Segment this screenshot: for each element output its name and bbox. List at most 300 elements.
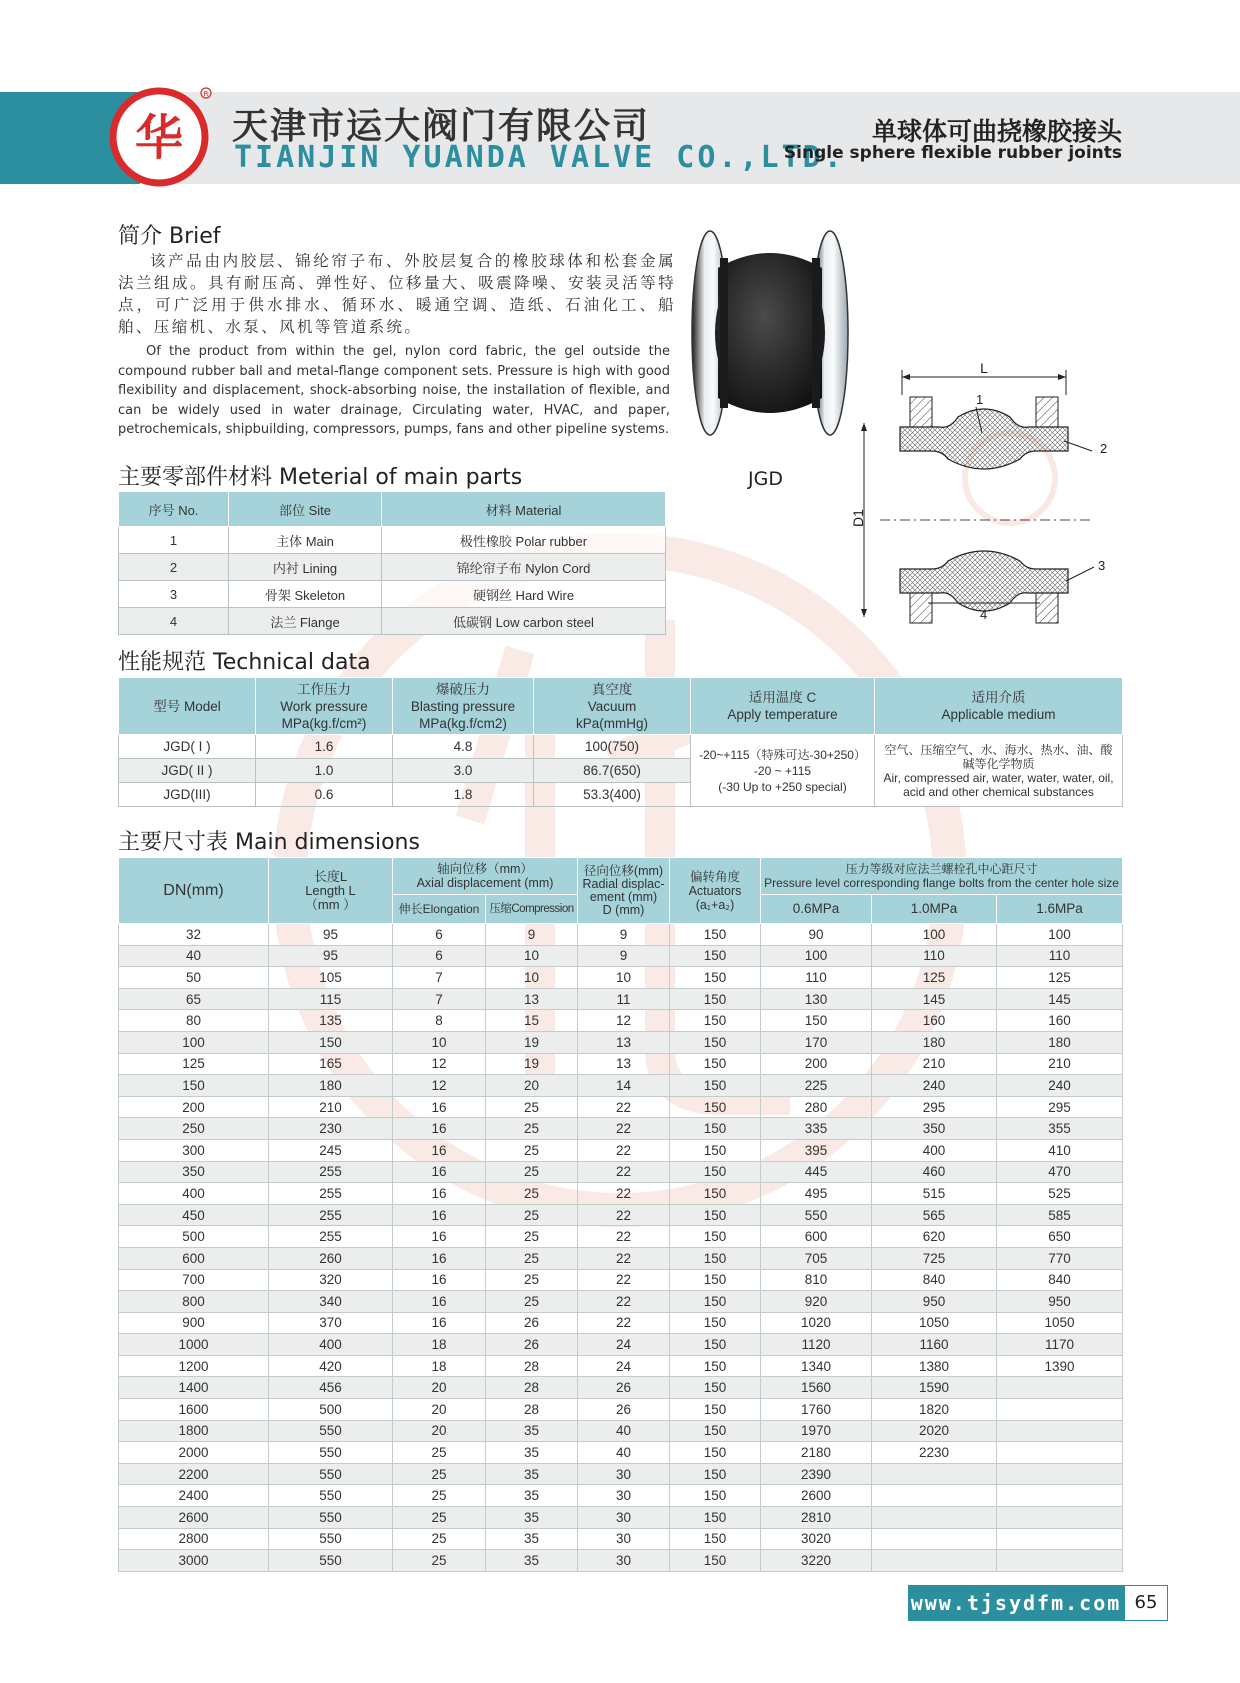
- dims-cell: 150: [670, 1031, 761, 1053]
- table-row: [119, 1507, 1123, 1529]
- dims-cell: 160: [872, 1010, 997, 1032]
- dims-cell: 50: [119, 967, 269, 989]
- parts-cell: 主体 Main: [229, 527, 382, 554]
- parts-cell: 1: [119, 527, 229, 554]
- dims-cell: 1760: [761, 1399, 872, 1421]
- dims-cell: 2000: [119, 1442, 269, 1464]
- dims-cell: 105: [269, 967, 393, 989]
- dims-cell: 150: [670, 1312, 761, 1334]
- dims-cell: 16: [393, 1139, 486, 1161]
- dims-cell: 240: [997, 1075, 1123, 1097]
- tech-cell: 4.8: [393, 735, 534, 759]
- dims-header-elongation: 伸长Elongation: [393, 895, 486, 924]
- dims-cell: 125: [872, 967, 997, 989]
- dims-cell: 550: [269, 1485, 393, 1507]
- dims-cell: 30: [578, 1528, 670, 1550]
- dims-header-axial: 轴向位移（mm） Axial displacement (mm): [393, 858, 578, 895]
- dims-cell: 150: [670, 1075, 761, 1097]
- dims-cell: 110: [872, 945, 997, 967]
- dims-cell: 16: [393, 1161, 486, 1183]
- svg-text:L: L: [980, 360, 988, 376]
- parts-cell: 法兰 Flange: [229, 608, 382, 635]
- dims-cell: 6: [393, 945, 486, 967]
- parts-cell: 锦纶帘子布 Nylon Cord: [382, 554, 666, 581]
- dims-header-pressure-level: 压力等级对应法兰螺栓孔中心距尺寸 Pressure level corresponding flange bolts from the center hole size: [761, 858, 1123, 895]
- dims-cell: 16: [393, 1118, 486, 1140]
- dims-cell: 600: [761, 1226, 872, 1248]
- dims-cell: 35: [486, 1507, 578, 1529]
- dims-cell: 2200: [119, 1463, 269, 1485]
- dims-cell: [997, 1420, 1123, 1442]
- parts-header-material: 材料 Material: [382, 492, 666, 527]
- dims-cell: 25: [486, 1291, 578, 1313]
- dims-cell: 22: [578, 1247, 670, 1269]
- dims-cell: [872, 1463, 997, 1485]
- table-row: [119, 945, 1123, 967]
- dims-cell: 370: [269, 1312, 393, 1334]
- dims-cell: 26: [578, 1399, 670, 1421]
- dims-cell: 150: [670, 967, 761, 989]
- dims-cell: [997, 1507, 1123, 1529]
- dims-cell: 10: [393, 1031, 486, 1053]
- dims-cell: 125: [997, 967, 1123, 989]
- dims-cell: 150: [670, 1247, 761, 1269]
- parts-title: 主要零部件材料 Meterial of main parts: [118, 465, 523, 490]
- dims-cell: 255: [269, 1204, 393, 1226]
- dims-cell: 920: [761, 1291, 872, 1313]
- dims-cell: 80: [119, 1010, 269, 1032]
- company-name-cn: 天津市运大阀门有限公司: [232, 106, 651, 147]
- table-row: [119, 608, 666, 635]
- dims-cell: 12: [578, 1010, 670, 1032]
- table-row: [119, 1075, 1123, 1097]
- dims-cell: 25: [486, 1183, 578, 1205]
- tech-table: [118, 677, 1123, 807]
- tech-cell: 86.7(650): [534, 759, 691, 783]
- dims-cell: 110: [761, 967, 872, 989]
- dims-cell: 26: [486, 1334, 578, 1356]
- dims-cell: 900: [119, 1312, 269, 1334]
- dims-cell: 1000: [119, 1334, 269, 1356]
- tech-temperature-cell: -20~+115（特殊可达-30+250） -20 ~ +115 (-30 Up to +250 special): [691, 735, 875, 807]
- dims-cell: 2180: [761, 1442, 872, 1464]
- dims-header-p06: 0.6MPa: [761, 895, 872, 924]
- dims-header-compression: 压缩Compression: [486, 895, 578, 924]
- dims-cell: 800: [119, 1291, 269, 1313]
- dims-cell: 16: [393, 1226, 486, 1248]
- brief-title: 简介 Brief: [118, 224, 221, 249]
- tech-cell: 3.0: [393, 759, 534, 783]
- dims-cell: 550: [269, 1442, 393, 1464]
- dims-cell: 150: [670, 945, 761, 967]
- dims-cell: 650: [997, 1226, 1123, 1248]
- dims-cell: 470: [997, 1161, 1123, 1183]
- dims-cell: 95: [269, 945, 393, 967]
- dims-cell: 19: [486, 1053, 578, 1075]
- dims-cell: 150: [269, 1031, 393, 1053]
- dims-cell: 40: [578, 1420, 670, 1442]
- dims-cell: 25: [486, 1269, 578, 1291]
- dims-cell: 110: [997, 945, 1123, 967]
- dims-cell: [997, 1528, 1123, 1550]
- svg-text:4: 4: [980, 607, 988, 622]
- dims-cell: 150: [670, 1226, 761, 1248]
- website-link[interactable]: www.tjsydfm.com: [908, 1585, 1124, 1621]
- tech-cell: JGD( I ): [119, 735, 256, 759]
- dims-cell: 130: [761, 988, 872, 1010]
- dims-cell: 280: [761, 1096, 872, 1118]
- dims-cell: 100: [872, 924, 997, 946]
- dims-cell: 260: [269, 1247, 393, 1269]
- dims-cell: 810: [761, 1269, 872, 1291]
- parts-cell: 4: [119, 608, 229, 635]
- company-name-en: TIANJIN YUANDA VALVE CO.,LTD.: [234, 140, 845, 175]
- dims-cell: 1050: [872, 1312, 997, 1334]
- dims-cell: 150: [761, 1010, 872, 1032]
- dims-cell: 22: [578, 1183, 670, 1205]
- dims-cell: 30: [578, 1507, 670, 1529]
- dims-cell: 255: [269, 1226, 393, 1248]
- dims-header-p10: 1.0MPa: [872, 895, 997, 924]
- dims-cell: 25: [486, 1226, 578, 1248]
- dims-cell: 7: [393, 967, 486, 989]
- dims-cell: 16: [393, 1183, 486, 1205]
- dims-cell: [997, 1463, 1123, 1485]
- dims-cell: 11: [578, 988, 670, 1010]
- dims-cell: 2020: [872, 1420, 997, 1442]
- dims-cell: 150: [670, 1528, 761, 1550]
- dims-cell: 135: [269, 1010, 393, 1032]
- dims-cell: 19: [486, 1031, 578, 1053]
- dims-cell: 25: [393, 1507, 486, 1529]
- dims-cell: 16: [393, 1096, 486, 1118]
- dims-cell: 495: [761, 1183, 872, 1205]
- table-row: [119, 924, 1123, 946]
- dims-cell: 35: [486, 1485, 578, 1507]
- dims-cell: 25: [486, 1139, 578, 1161]
- dims-cell: 160: [997, 1010, 1123, 1032]
- dims-cell: 725: [872, 1247, 997, 1269]
- dims-cell: 9: [486, 924, 578, 946]
- dims-cell: 340: [269, 1291, 393, 1313]
- dims-cell: 210: [269, 1096, 393, 1118]
- table-row: [119, 1463, 1123, 1485]
- dims-cell: 255: [269, 1183, 393, 1205]
- table-row: [119, 1139, 1123, 1161]
- dims-cell: 18: [393, 1355, 486, 1377]
- dims-cell: 40: [578, 1442, 670, 1464]
- dims-header-angle: 偏转角度 Actuators (a₁+a₂): [670, 858, 761, 924]
- dims-cell: 6: [393, 924, 486, 946]
- dims-cell: [997, 1399, 1123, 1421]
- dims-cell: 100: [119, 1031, 269, 1053]
- dims-header-row-1: [119, 858, 1123, 895]
- dims-cell: 95: [269, 924, 393, 946]
- dims-cell: 300: [119, 1139, 269, 1161]
- dims-cell: 35: [486, 1442, 578, 1464]
- dims-cell: [872, 1507, 997, 1529]
- dims-cell: 90: [761, 924, 872, 946]
- technical-drawing: [840, 355, 1120, 655]
- dims-cell: 28: [486, 1399, 578, 1421]
- tech-header-vacuum: 真空度 Vacuum kPa(mmHg): [534, 678, 691, 735]
- dims-cell: 525: [997, 1183, 1123, 1205]
- tech-medium-cell: 空气、压缩空气、水、海水、热水、油、酸碱等化学物质 Air, compressed air, water, water, water, oil, acid and other chemical substances: [875, 735, 1123, 807]
- page-number: 65: [1124, 1585, 1168, 1621]
- svg-text:R: R: [203, 90, 209, 98]
- dims-cell: 550: [269, 1528, 393, 1550]
- dims-cell: 150: [670, 1291, 761, 1313]
- tech-cell: JGD( II ): [119, 759, 256, 783]
- table-row: [119, 527, 666, 554]
- table-row: [119, 1485, 1123, 1507]
- svg-text:D1: D1: [850, 509, 866, 527]
- tech-header-row: [119, 678, 1123, 735]
- dims-cell: 150: [670, 1139, 761, 1161]
- dims-cell: 770: [997, 1247, 1123, 1269]
- dims-cell: 150: [119, 1075, 269, 1097]
- dims-cell: 25: [393, 1463, 486, 1485]
- dims-cell: 515: [872, 1183, 997, 1205]
- dims-cell: 25: [393, 1528, 486, 1550]
- svg-text:2: 2: [1100, 441, 1108, 456]
- dims-cell: 3000: [119, 1550, 269, 1572]
- dims-cell: 1800: [119, 1420, 269, 1442]
- dims-header-p16: 1.6MPa: [997, 895, 1123, 924]
- dims-cell: 2810: [761, 1507, 872, 1529]
- dims-cell: 12: [393, 1075, 486, 1097]
- dims-cell: 705: [761, 1247, 872, 1269]
- tech-header-blasting-pressure: 爆破压力 Blasting pressure MPa(kg.f/cm2): [393, 678, 534, 735]
- table-row: [119, 1247, 1123, 1269]
- svg-text:3: 3: [1098, 558, 1106, 573]
- dims-cell: 230: [269, 1118, 393, 1140]
- dims-cell: 1560: [761, 1377, 872, 1399]
- dims-cell: 165: [269, 1053, 393, 1075]
- dims-cell: 24: [578, 1355, 670, 1377]
- table-row: [119, 554, 666, 581]
- dims-cell: 115: [269, 988, 393, 1010]
- dims-cell: 550: [269, 1507, 393, 1529]
- dims-cell: 1820: [872, 1399, 997, 1421]
- dims-cell: 25: [486, 1096, 578, 1118]
- dims-cell: 25: [393, 1550, 486, 1572]
- dims-cell: 335: [761, 1118, 872, 1140]
- dims-cell: 1160: [872, 1334, 997, 1356]
- svg-text:1: 1: [976, 392, 984, 407]
- dims-cell: 1590: [872, 1377, 997, 1399]
- dims-cell: 1340: [761, 1355, 872, 1377]
- dims-cell: 10: [486, 967, 578, 989]
- dims-cell: 22: [578, 1226, 670, 1248]
- dims-cell: 14: [578, 1075, 670, 1097]
- dims-cell: 450: [119, 1204, 269, 1226]
- dims-cell: 1390: [997, 1355, 1123, 1377]
- dims-body: [119, 924, 1123, 1572]
- dims-cell: 500: [269, 1399, 393, 1421]
- table-row: [119, 967, 1123, 989]
- dims-cell: 400: [269, 1334, 393, 1356]
- dims-cell: 295: [872, 1096, 997, 1118]
- dims-cell: 150: [670, 1550, 761, 1572]
- dims-cell: 550: [269, 1463, 393, 1485]
- dims-cell: 1200: [119, 1355, 269, 1377]
- table-row: [119, 581, 666, 608]
- brief-text-en: Of the product from within the gel, nylon cord fabric, the gel outside the compound rubber ball and metal-flange component sets. Pressure is high with good flexibility and displacement, shock-absorbing noise, the installation of flexible, and can be widely used in water drainage, Circulating water, HVAC, and paper, petrochemicals, shipbuilding, compressors, pumps, fans and other pipeline systems.: [118, 344, 670, 438]
- dims-cell: 16: [393, 1247, 486, 1269]
- dims-cell: 13: [486, 988, 578, 1010]
- table-row: [119, 1334, 1123, 1356]
- dims-cell: 25: [486, 1118, 578, 1140]
- dims-cell: 150: [670, 1355, 761, 1377]
- dims-cell: 145: [872, 988, 997, 1010]
- dims-cell: 170: [761, 1031, 872, 1053]
- parts-header-no: 序号 No.: [119, 492, 229, 527]
- dims-cell: 150: [670, 1183, 761, 1205]
- dims-cell: 1970: [761, 1420, 872, 1442]
- dims-cell: 150: [670, 1507, 761, 1529]
- dims-cell: 255: [269, 1161, 393, 1183]
- dims-cell: [997, 1442, 1123, 1464]
- dims-cell: 420: [269, 1355, 393, 1377]
- tech-cell: 1.6: [256, 735, 393, 759]
- product-title-en: Single sphere flexible rubber joints: [783, 143, 1122, 163]
- dims-cell: 200: [119, 1096, 269, 1118]
- table-row: [119, 988, 1123, 1010]
- table-row: [119, 1183, 1123, 1205]
- parts-cell: 骨架 Skeleton: [229, 581, 382, 608]
- dims-cell: 840: [872, 1269, 997, 1291]
- dims-table: [118, 857, 1123, 1572]
- dims-cell: 240: [872, 1075, 997, 1097]
- dims-cell: 22: [578, 1118, 670, 1140]
- dims-cell: [872, 1550, 997, 1572]
- dims-cell: 13: [578, 1053, 670, 1075]
- tech-header-model: 型号 Model: [119, 678, 256, 735]
- dims-cell: 10: [578, 967, 670, 989]
- dims-header-radial: 径向位移(mm) Radial displac- ement (mm) D (mm): [578, 858, 670, 924]
- dims-cell: 35: [486, 1528, 578, 1550]
- tech-header-temperature: 适用温度 C Apply temperature: [691, 678, 875, 735]
- dims-cell: 150: [670, 1053, 761, 1075]
- dims-cell: 295: [997, 1096, 1123, 1118]
- dims-cell: 32: [119, 924, 269, 946]
- dims-cell: 565: [872, 1204, 997, 1226]
- dims-cell: 20: [393, 1377, 486, 1399]
- dims-cell: 150: [670, 988, 761, 1010]
- dims-cell: 355: [997, 1118, 1123, 1140]
- dims-cell: 25: [393, 1485, 486, 1507]
- dims-cell: 65: [119, 988, 269, 1010]
- dims-header-length: 长度L Length L （mm ）: [269, 858, 393, 924]
- dims-cell: 16: [393, 1269, 486, 1291]
- dims-cell: [872, 1528, 997, 1550]
- dims-cell: 150: [670, 1096, 761, 1118]
- dims-cell: 9: [578, 945, 670, 967]
- parts-header-row: [119, 492, 666, 527]
- dims-cell: 2600: [119, 1507, 269, 1529]
- parts-cell: 2: [119, 554, 229, 581]
- parts-cell: 极性橡胶 Polar rubber: [382, 527, 666, 554]
- dims-cell: 180: [872, 1031, 997, 1053]
- dims-cell: 350: [119, 1161, 269, 1183]
- dims-cell: 150: [670, 1377, 761, 1399]
- tech-cell: 1.0: [256, 759, 393, 783]
- dims-cell: 395: [761, 1139, 872, 1161]
- dims-cell: 150: [670, 1161, 761, 1183]
- dims-cell: 225: [761, 1075, 872, 1097]
- dims-cell: 550: [269, 1550, 393, 1572]
- tech-cell: 1.8: [393, 783, 534, 807]
- dims-cell: 150: [670, 1399, 761, 1421]
- dims-cell: 150: [670, 1204, 761, 1226]
- parts-cell: 低碳钢 Low carbon steel: [382, 608, 666, 635]
- tech-title: 性能规范 Technical data: [118, 650, 371, 675]
- dims-cell: 9: [578, 924, 670, 946]
- dims-cell: 40: [119, 945, 269, 967]
- dims-cell: 20: [486, 1075, 578, 1097]
- dims-cell: 585: [997, 1204, 1123, 1226]
- dims-cell: 25: [486, 1161, 578, 1183]
- dims-cell: [872, 1485, 997, 1507]
- dims-cell: 1170: [997, 1334, 1123, 1356]
- tech-cell: JGD(III): [119, 783, 256, 807]
- dims-cell: 26: [486, 1312, 578, 1334]
- dims-cell: 1020: [761, 1312, 872, 1334]
- dims-cell: 2400: [119, 1485, 269, 1507]
- dims-cell: 1600: [119, 1399, 269, 1421]
- table-row: [119, 1226, 1123, 1248]
- product-title-cn: 单球体可曲挠橡胶接头: [871, 117, 1122, 146]
- dims-cell: 456: [269, 1377, 393, 1399]
- dims-cell: 600: [119, 1247, 269, 1269]
- dims-cell: [997, 1485, 1123, 1507]
- table-row: [119, 1010, 1123, 1032]
- dims-cell: 145: [997, 988, 1123, 1010]
- dims-cell: 150: [670, 1334, 761, 1356]
- tech-cell: 0.6: [256, 783, 393, 807]
- parts-table: [118, 491, 666, 635]
- dims-cell: 16: [393, 1291, 486, 1313]
- dims-cell: 1380: [872, 1355, 997, 1377]
- dims-cell: 180: [269, 1075, 393, 1097]
- dims-cell: 150: [670, 1485, 761, 1507]
- tech-header-medium: 适用介质 Applicable medium: [875, 678, 1123, 735]
- dims-cell: 1400: [119, 1377, 269, 1399]
- dims-cell: 460: [872, 1161, 997, 1183]
- dims-cell: 16: [393, 1204, 486, 1226]
- dims-cell: 35: [486, 1420, 578, 1442]
- dims-cell: 100: [997, 924, 1123, 946]
- dims-cell: 3020: [761, 1528, 872, 1550]
- dims-cell: 10: [486, 945, 578, 967]
- dims-cell: 410: [997, 1139, 1123, 1161]
- dims-cell: 2600: [761, 1485, 872, 1507]
- dims-cell: 26: [578, 1377, 670, 1399]
- dims-cell: 30: [578, 1550, 670, 1572]
- dims-cell: 350: [872, 1118, 997, 1140]
- dims-cell: 18: [393, 1334, 486, 1356]
- dims-cell: 16: [393, 1312, 486, 1334]
- dims-header-dn: DN(mm): [119, 858, 269, 924]
- dims-cell: 550: [269, 1420, 393, 1442]
- dims-cell: 25: [393, 1442, 486, 1464]
- table-row: [119, 1031, 1123, 1053]
- dims-cell: 950: [997, 1291, 1123, 1313]
- dims-cell: 28: [486, 1355, 578, 1377]
- dims-cell: 8: [393, 1010, 486, 1032]
- table-row: [119, 735, 1123, 759]
